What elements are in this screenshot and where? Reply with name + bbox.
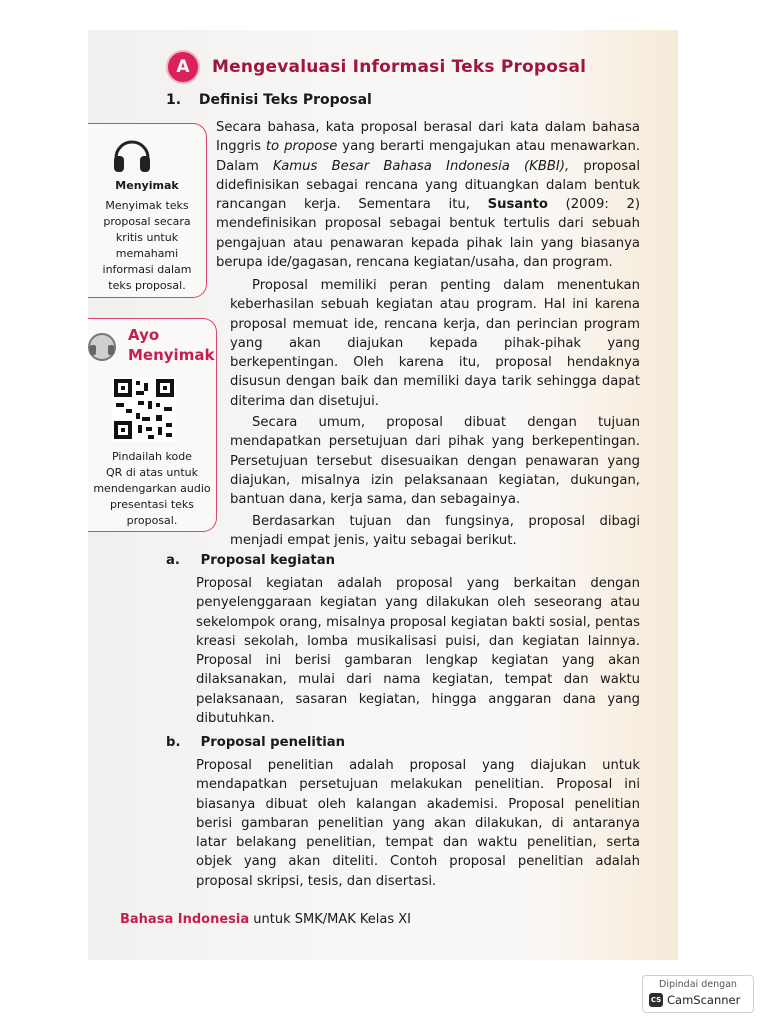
audio-line: Pindailah kode bbox=[112, 450, 192, 463]
para1-text: yang berarti mengajukan atau menawarkan. Dalam bbox=[216, 139, 640, 174]
section-heading bbox=[166, 50, 586, 84]
list-item-body bbox=[196, 574, 640, 728]
listen-line: informasi dalam bbox=[102, 263, 192, 276]
footer-brand: Bahasa Indonesia bbox=[120, 912, 250, 927]
footer-text: untuk SMK/MAK Kelas XI bbox=[249, 912, 411, 927]
list-item-heading bbox=[166, 735, 345, 750]
listen-line: Menyimak teks bbox=[105, 199, 189, 212]
audio-line: presentasi teks bbox=[109, 498, 195, 511]
list-item-heading bbox=[166, 553, 335, 568]
subsection-number: 1. bbox=[166, 92, 182, 108]
listen-label: Menyimak bbox=[115, 179, 179, 192]
para1-bold: Susanto bbox=[487, 197, 548, 213]
list-title: Proposal kegiatan bbox=[200, 553, 335, 568]
audio-title bbox=[128, 325, 214, 365]
scanner-brand bbox=[649, 993, 740, 1007]
audio-line: mendengarkan audio bbox=[93, 482, 211, 495]
para1-text: Secara bahasa, kata proposal berasal dari kata dalam bahasa Inggris bbox=[216, 120, 640, 155]
audio-title-line2: Menyimak bbox=[128, 346, 215, 364]
listen-line: proposal secara bbox=[103, 215, 191, 228]
paragraph-types-intro: Berdasarkan tujuan dan fungsinya, proposal dibagi menjadi empat jenis, yaitu sebagai berikut. bbox=[230, 513, 640, 548]
listen-line: memahami bbox=[115, 247, 179, 260]
list-body-text: Proposal penelitian adalah proposal yang diajukan untuk mendapatkan persetujuan melakukan penelitian. Proposal ini biasanya dibuat oleh kalangan akademisi. Proposal penelitian berisi gambaran penelitian yang akan dilakukan, di antaranya latar belakang penelitian, tempat dan waktu penelitian, serta objek yang akan diteliti. Contoh proposal penelitian adalah proposal skripsi, tesis, dan disertasi. bbox=[196, 758, 640, 889]
paragraph-definition bbox=[216, 118, 640, 272]
scanner-caption: Dipindai dengan bbox=[659, 979, 737, 990]
qr-code-icon[interactable] bbox=[112, 377, 176, 441]
scanner-watermark bbox=[642, 975, 754, 1013]
section-title: Mengevaluasi Informasi Teks Proposal bbox=[212, 57, 587, 77]
page-footer bbox=[120, 912, 411, 927]
list-marker: b. bbox=[166, 735, 181, 750]
camscanner-logo-icon: CS bbox=[649, 993, 663, 1007]
subsection-heading bbox=[166, 92, 372, 108]
para1-text: proposal didefinisikan sebagai rencana yang dituangkan dalam bentuk rancangan kerja. Sementara itu, bbox=[216, 158, 640, 213]
para1-text: (2009: 2) mendefinisikan proposal sebagai bentuk tertulis dari sebuah pengajuan atau penawaran kepada pihak lain yang biasanya berupa ide/gagasan, rencana kegiatan/usaha, dan program. bbox=[216, 197, 640, 271]
sidebar-listen-box bbox=[88, 123, 207, 298]
list-marker: a. bbox=[166, 553, 180, 568]
para1-italic: Kamus Besar Bahasa Indonesia (KBBI), bbox=[273, 158, 570, 174]
list-body-text: Proposal kegiatan adalah proposal yang berkaitan dengan penyelenggaraan kegiatan yang dilakukan oleh seseorang atau sekelompok orang, misalnya proposal kegiatan bakti sosial, pentas kreasi sekolah, lomba musikalisasi puisi, dan kegiatan lainnya. Proposal ini berisi gambaran lengkap kegiatan yang akan dilaksanakan, mulai dari nama kegiatan, tempat dan waktu pelaksanaan, sasaran kegiatan, hingga anggaran dana yang dibutuhkan. bbox=[196, 576, 640, 727]
paragraph-group bbox=[230, 276, 640, 550]
list-title: Proposal penelitian bbox=[200, 735, 346, 750]
audio-line: proposal. bbox=[126, 514, 178, 527]
audio-line: QR di atas untuk bbox=[106, 466, 198, 479]
headphone-icon bbox=[110, 132, 154, 176]
paragraph-purpose: Secara umum, proposal dibuat dengan tujuan mendapatkan persetujuan dari pihak yang berkepentingan. Persetujuan tersebut disesuaikan dengan penawaran yang diajukan, misalnya izin pelaksanaan kegiatan, dukungan, bantuan dana, kerja sama, dan sebagainya. bbox=[230, 415, 640, 508]
list-item-body bbox=[196, 756, 640, 891]
scanner-name: CamScanner bbox=[667, 993, 741, 1007]
headset-icon bbox=[88, 329, 120, 365]
sidebar-audio-box bbox=[88, 318, 217, 532]
listen-line: kritis untuk bbox=[115, 231, 179, 244]
paragraph-role: Proposal memiliki peran penting dalam menentukan keberhasilan sebuah kegiatan atau program. Hal ini karena proposal memuat ide, rencana kerja, dan perincian program yang akan diajukan kepada pihak-pihak yang berkepentingan. Oleh karena itu, proposal hendaknya disusun dengan baik dan memiliki daya tarik sehingga dapat diterima dan disetujui. bbox=[230, 278, 640, 409]
listen-line: teks proposal. bbox=[108, 279, 186, 292]
subsection-title: Definisi Teks Proposal bbox=[198, 92, 372, 108]
para1-italic: to propose bbox=[265, 139, 338, 155]
audio-title-line1: Ayo bbox=[128, 326, 160, 344]
section-badge: A bbox=[166, 50, 200, 84]
